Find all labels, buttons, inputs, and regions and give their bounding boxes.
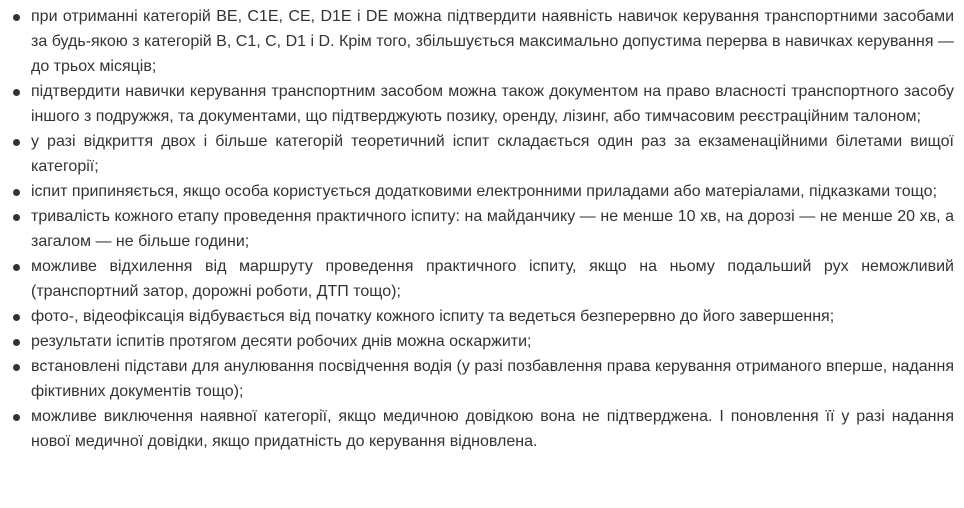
bullet-icon xyxy=(13,189,20,196)
list-item-text: встановлені підстави для анулювання посвідчення водія (у разі позбавлення права керування отриманого вперше, надання фіктивних документів тощо); xyxy=(31,358,954,400)
list-item xyxy=(0,354,954,404)
list-item-text: у разі відкриття двох і більше категорій теоретичний іспит складається один раз за екзаменаційними білетами вищої категорії; xyxy=(31,133,954,175)
bullet-list xyxy=(0,4,954,454)
list-item xyxy=(0,254,954,304)
list-item xyxy=(0,304,954,329)
list-item xyxy=(0,404,954,454)
bullet-icon xyxy=(13,339,20,346)
list-item-text: підтвердити навички керування транспортним засобом можна також документом на право власності транспортного засобу іншого з подружжя, та документами, що підтверджують позику, оренду, лізинг, або тимчасовим реєстраційним талоном; xyxy=(31,83,954,125)
list-item-text: іспит припиняється, якщо особа користується додатковими електронними приладами або матеріалами, підказками тощо; xyxy=(31,183,938,200)
list-item xyxy=(0,79,954,129)
bullet-icon xyxy=(13,89,20,96)
bullet-icon xyxy=(13,264,20,271)
list-item-text: фото-, відеофіксація відбувається від початку кожного іспиту та ведеться безперервно до його завершення; xyxy=(31,308,835,325)
list-item xyxy=(0,129,954,179)
bullet-icon xyxy=(13,414,20,421)
bullet-icon xyxy=(13,364,20,371)
list-item-text: можливе відхилення від маршруту проведення практичного іспиту, якщо на ньому подальший рух неможливий (транспортний затор, дорожні роботи, ДТП тощо); xyxy=(31,258,954,300)
list-item xyxy=(0,4,954,79)
list-item xyxy=(0,204,954,254)
list-item xyxy=(0,329,954,354)
list-item-text: можливе виключення наявної категорії, якщо медичною довідкою вона не підтверджена. І поновлення її у разі надання нової медичної довідки, якщо придатність до керування відновлена. xyxy=(31,408,954,450)
list-item-text: тривалість кожного етапу проведення практичного іспиту: на майданчику — не менше 10 хв, на дорозі — не менше 20 хв, а загалом — не більше години; xyxy=(31,208,954,250)
bullet-icon xyxy=(13,314,20,321)
bullet-icon xyxy=(13,214,20,221)
bullet-icon xyxy=(13,139,20,146)
list-item xyxy=(0,179,954,204)
list-item-text: при отриманні категорій BE, C1E, CE, D1E і DE можна підтвердити наявність навичок керування транспортними засобами за будь-якою з категорій B, C1, C, D1 і D. Крім того, збільшується максимально допустима перерва в навичках керування — до трьох місяців; xyxy=(31,8,954,75)
list-item-text: результати іспитів протягом десяти робочих днів можна оскаржити; xyxy=(31,333,532,350)
bullet-icon xyxy=(13,14,20,21)
